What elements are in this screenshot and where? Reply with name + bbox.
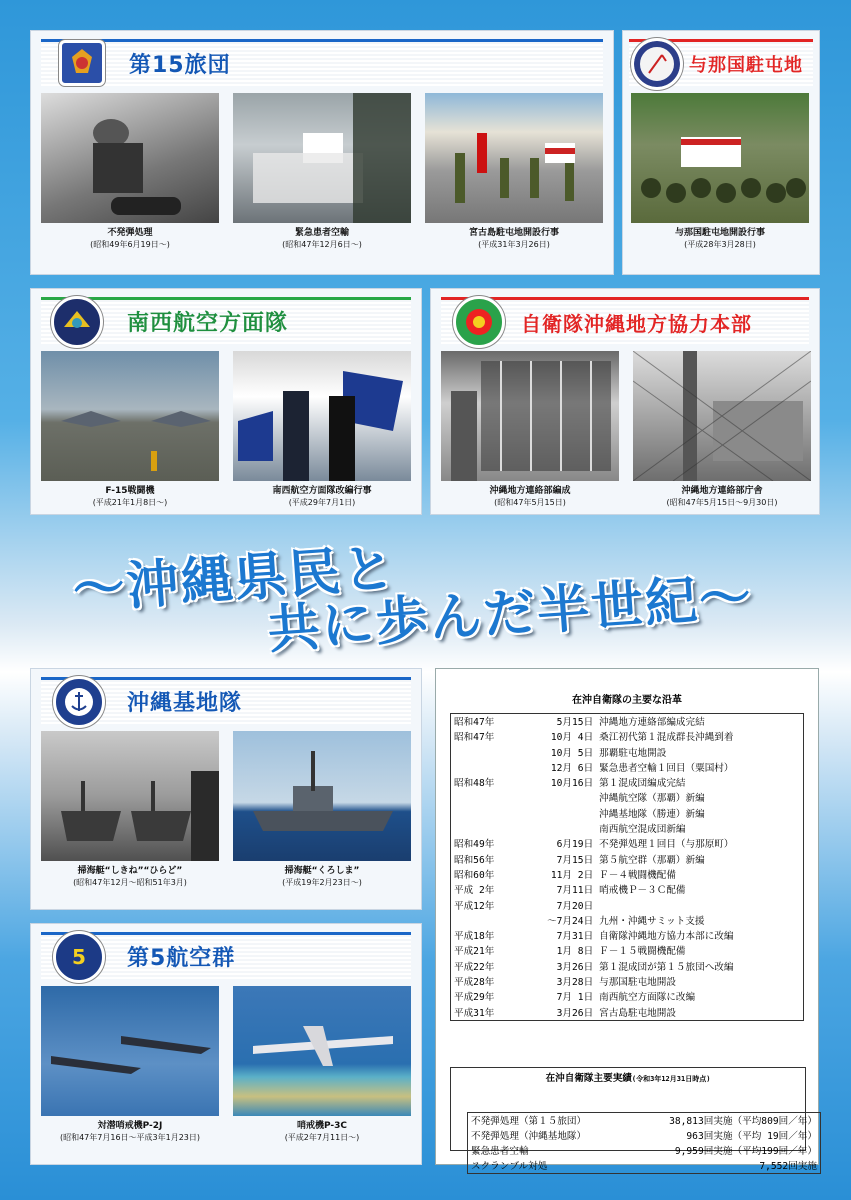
history-row	[451, 913, 804, 928]
history-event: 第１混成団編成完結	[599, 778, 686, 790]
history-era	[451, 745, 520, 760]
panel-air-group5	[31, 924, 421, 1164]
history-event: 沖縄基地隊（勝連）新編	[599, 808, 705, 820]
panel-title: 自衛隊沖縄地方協力本部	[521, 312, 752, 336]
panel-okinawa-base	[31, 669, 421, 909]
photo-caption: 哨戒機P-3C (平成2年7月11日～)	[284, 1121, 360, 1142]
slogan-line-2: 共に歩んだ半世紀～	[265, 567, 755, 661]
svg-text:5: 5	[72, 945, 86, 969]
history-date: 5月15日	[556, 717, 594, 728]
history-era: 平成 2年	[454, 885, 495, 897]
photo-caption: 沖縄地方連絡部庁舎 (昭和47年5月15日～9月30日)	[666, 486, 778, 507]
record-value: 963回実施（平均 19回／年）	[686, 1131, 817, 1142]
history-date: 7月15日	[556, 854, 594, 866]
photo-caption: 緊急患者空輸 (昭和47年12月6日～)	[282, 228, 362, 249]
history-row	[451, 989, 804, 1004]
history-row	[451, 882, 804, 897]
history-row	[451, 1005, 804, 1021]
record-value: 7,552回実施	[759, 1161, 817, 1172]
photo-miyako-opening	[425, 93, 603, 223]
panel-yonaguni	[623, 31, 819, 274]
history-era: 平成29年	[454, 992, 495, 1004]
photo-p3c	[233, 986, 411, 1116]
photo-caption: 宮古島駐屯地開設行事 (平成31年3月26日)	[468, 228, 559, 249]
photo-caption: 掃海艇“しきね”“ひらど” (昭和47年12月～昭和51年3月)	[73, 866, 187, 887]
history-event: 九州・沖縄サミット支援	[599, 915, 705, 927]
history-row	[451, 852, 804, 867]
history-row	[451, 745, 804, 760]
history-row	[451, 867, 804, 882]
history-era: 昭和47年	[454, 717, 495, 728]
photo-caption: 掃海艇“くろしま” (平成19年2月23日～)	[282, 866, 362, 887]
history-event: 沖縄航空隊（那覇）新編	[599, 793, 705, 805]
history-row	[451, 836, 804, 851]
panel-title: 第5航空群	[127, 946, 236, 971]
history-date: 10月 4日	[550, 732, 594, 744]
photo-p2j	[41, 986, 219, 1116]
photo-f15	[41, 351, 219, 481]
history-row	[451, 790, 804, 805]
history-date: 7月 1日	[556, 992, 594, 1004]
panel-title: 与那国駐屯地	[689, 55, 803, 76]
history-row	[451, 928, 804, 943]
record-row	[468, 1128, 821, 1143]
history-row	[451, 806, 804, 821]
history-era: 平成28年	[454, 977, 495, 989]
history-row	[451, 775, 804, 790]
record-box	[450, 1067, 817, 1172]
record-value: 9,959回実施（平均199回／年）	[674, 1146, 817, 1157]
record-row	[468, 1158, 821, 1174]
history-table	[450, 713, 804, 1021]
panel-header	[41, 932, 411, 979]
history-date: 10月16日	[550, 778, 594, 790]
history-event: 自衛隊沖縄地方協力本部に改編	[599, 931, 734, 943]
history-era: 平成21年	[454, 946, 495, 958]
history-era	[451, 790, 520, 805]
record-row	[468, 1143, 821, 1158]
history-date	[519, 790, 596, 805]
photo-caption: 与那国駐屯地開設行事 (平成28年3月28日)	[674, 228, 765, 249]
history-era: 昭和47年	[454, 732, 495, 744]
history-date: 3月26日	[556, 961, 594, 973]
history-event: Ｆ－４戦闘機配備	[599, 869, 676, 881]
photo-minesweeper-kuroshima	[233, 731, 411, 861]
history-date: 11月 2日	[550, 869, 594, 881]
okinawa-base-anchor-emblem-icon	[53, 676, 105, 728]
panel-header	[441, 297, 809, 344]
southwest-air-emblem-icon	[51, 296, 103, 348]
record-value: 38,813回実施（平均809回／年）	[669, 1116, 817, 1127]
history-event: 沖縄地方連絡部編成完結	[599, 717, 705, 728]
history-event: 宮古島駐屯地開設	[599, 1007, 676, 1019]
history-era: 昭和49年	[454, 839, 495, 851]
history-row	[451, 760, 804, 775]
history-event: 第１混成団が第１５旅団へ改編	[599, 961, 734, 973]
history-row	[451, 729, 804, 744]
history-date: 3月26日	[556, 1007, 594, 1019]
panel-title: 第15旅団	[129, 53, 231, 78]
history-event	[596, 898, 803, 913]
record-label: スクランブル対処	[471, 1161, 548, 1172]
history-era: 平成18年	[454, 931, 495, 943]
history-event: 南西航空方面隊に改編	[599, 992, 696, 1004]
photo-minesweepers-shikine-hirado	[41, 731, 219, 861]
history-era	[451, 806, 520, 821]
history-era: 平成22年	[454, 961, 495, 973]
history-row	[451, 821, 804, 836]
history-row	[451, 974, 804, 989]
history-era: 昭和56年	[454, 854, 495, 866]
record-table	[467, 1112, 821, 1174]
panel-title: 沖縄基地隊	[127, 691, 243, 716]
history-date: ～7月24日	[547, 915, 594, 927]
photo-caption: F-15戦闘機 (平成21年1月8日～)	[92, 486, 168, 507]
history-date: 3月28日	[556, 977, 594, 989]
photo-caption: 南西航空方面隊改編行事 (平成29年7月1日)	[272, 486, 372, 507]
history-date: 1月 8日	[556, 946, 594, 958]
history-event: 南西航空混成団新編	[599, 824, 686, 836]
history-era: 平成31年	[454, 1007, 495, 1019]
history-title: 在沖自衛隊の主要な沿革	[572, 695, 682, 706]
history-date: 10月 5日	[550, 747, 594, 759]
photo-emergency-airlift	[233, 93, 411, 223]
panel-brigade15	[31, 31, 613, 274]
history-date	[519, 821, 596, 836]
history-event: 緊急患者空輸１回目（粟国村）	[599, 762, 734, 774]
record-title: 在沖自衛隊主要実績(令和3年12月31日時点)	[545, 1073, 711, 1084]
history-event: Ｆ－１５戦闘機配備	[599, 946, 686, 958]
history-era: 平成12年	[454, 900, 495, 912]
photo-caption: 不発弾処理 (昭和49年6月19日～)	[90, 228, 170, 249]
photo-liaison-office-established	[441, 351, 619, 481]
history-box	[436, 669, 818, 1172]
panel-title: 南西航空方面隊	[127, 311, 289, 336]
record-label: 緊急患者空輸	[471, 1146, 529, 1157]
history-date: 7月31日	[556, 931, 594, 943]
photo-liaison-office-building	[633, 351, 811, 481]
history-era: 昭和60年	[454, 869, 495, 881]
pco-emblem-icon	[453, 296, 505, 348]
history-event: 哨戒機Ｐ－３Ｃ配備	[599, 885, 686, 897]
air-group5-emblem-icon	[53, 931, 105, 983]
history-date: 7月11日	[556, 885, 594, 897]
panel-header	[629, 39, 813, 86]
history-event: 桑江初代第１混成群長沖縄到着	[599, 732, 734, 744]
history-row	[451, 959, 804, 974]
history-row	[451, 898, 804, 913]
history-event: 那覇駐屯地開設	[599, 747, 667, 759]
history-era	[451, 913, 520, 928]
history-era	[451, 760, 520, 775]
history-era	[451, 821, 520, 836]
record-label: 不発弾処理（第１５旅団）	[471, 1116, 587, 1127]
photo-reorganization-ceremony	[233, 351, 411, 481]
history-date: 12月 6日	[550, 762, 594, 774]
photo-caption: 沖縄地方連絡部編成 (昭和47年5月15日)	[489, 486, 571, 507]
photo-ordnance-disposal	[41, 93, 219, 223]
history-date	[519, 806, 596, 821]
history-row	[451, 943, 804, 958]
slogan-line-1: ～沖縄県民と	[70, 538, 399, 621]
history-row	[451, 714, 804, 730]
history-event: 第５航空群（那覇）新編	[599, 854, 705, 866]
history-date: 6月19日	[556, 839, 594, 851]
history-event: 不発弾処理１回目（与那原町）	[599, 839, 734, 851]
panel-header	[41, 297, 411, 344]
panel-header	[41, 677, 411, 724]
history-era: 昭和48年	[454, 778, 495, 790]
panel-header	[41, 39, 603, 86]
history-date: 7月20日	[556, 900, 594, 912]
panel-southwest-air	[31, 289, 421, 514]
brigade15-emblem-icon	[59, 40, 105, 86]
record-row	[468, 1113, 821, 1129]
photo-yonaguni-opening	[631, 93, 809, 223]
panel-pco	[431, 289, 819, 514]
history-event: 与那国駐屯地開設	[599, 977, 676, 989]
photo-caption: 対潜哨戒機P-2J (昭和47年7月16日～平成3年1月23日)	[59, 1121, 201, 1142]
record-label: 不発弾処理（沖縄基地隊）	[471, 1131, 587, 1142]
yonaguni-archer-emblem-icon	[631, 38, 683, 90]
